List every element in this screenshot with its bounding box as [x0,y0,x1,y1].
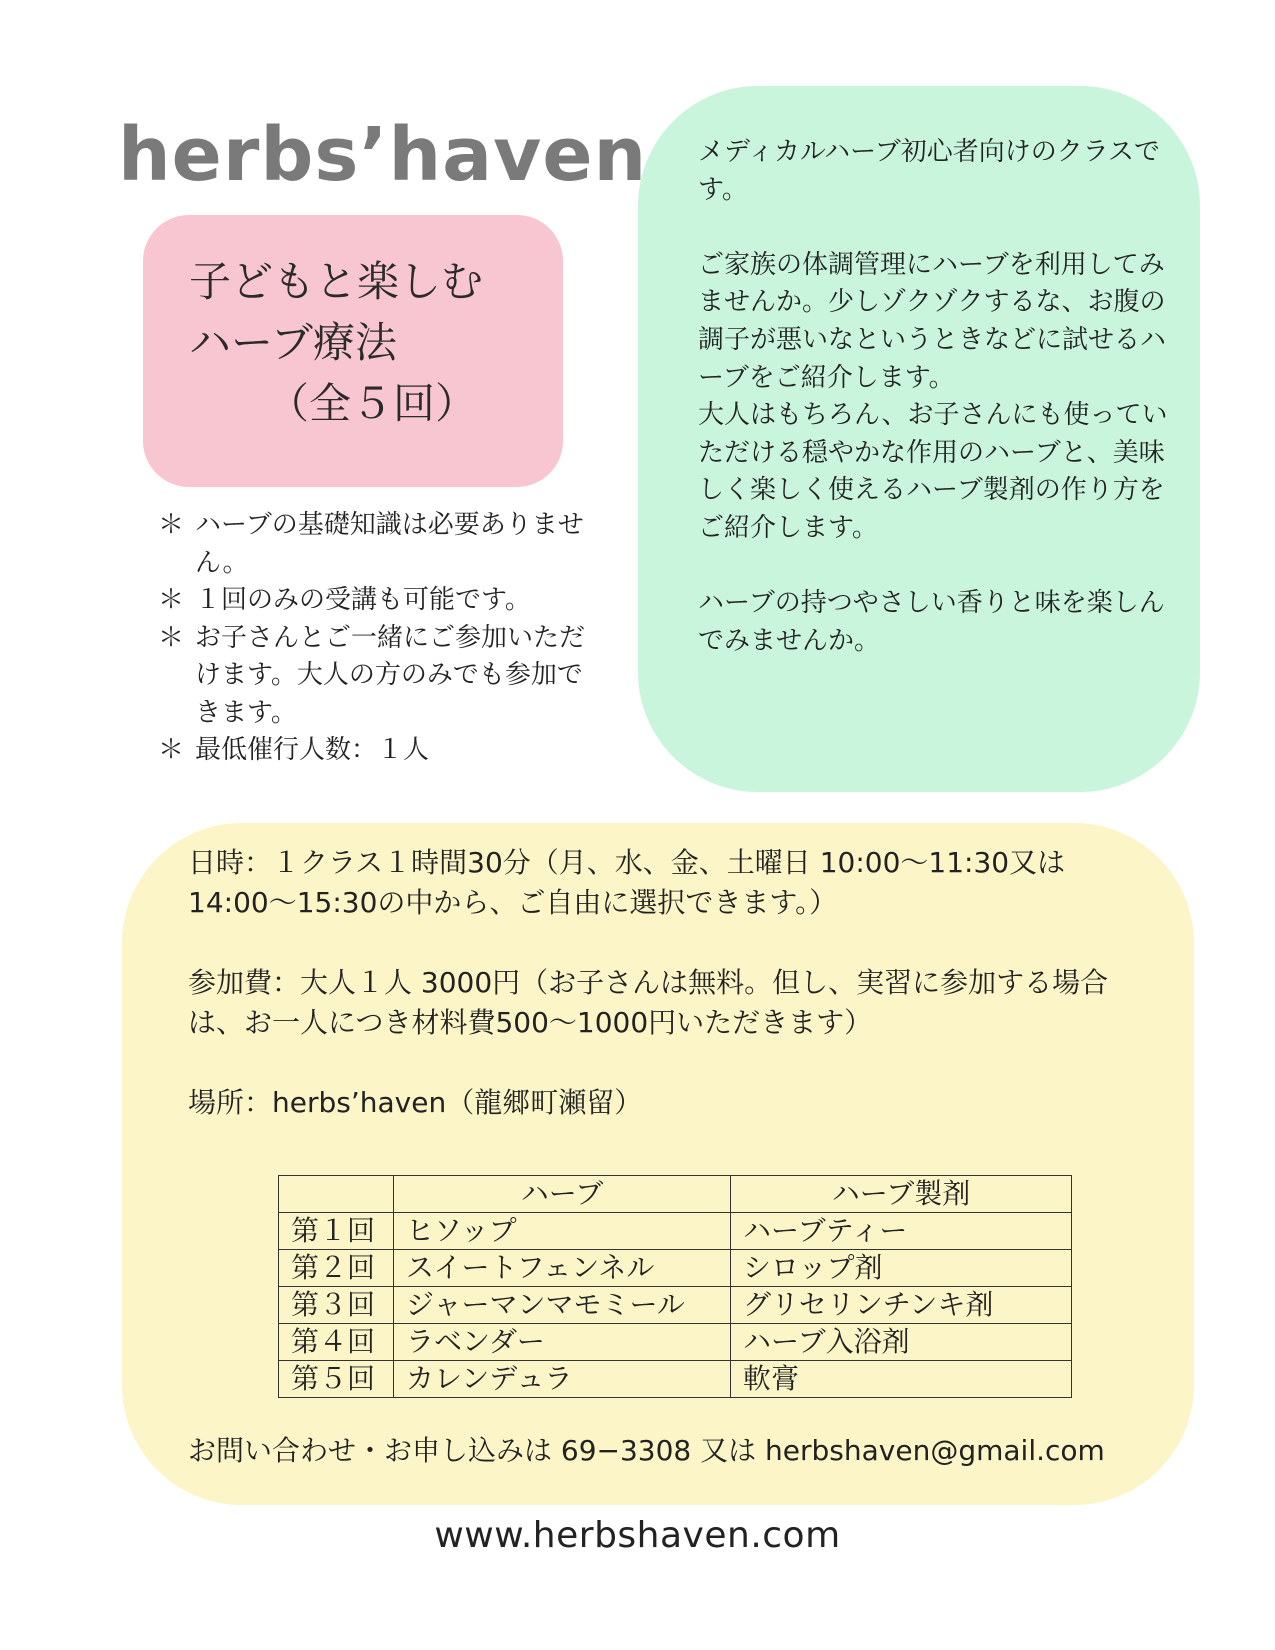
course-title-box [143,215,563,487]
info-place: 場所：herbs’haven（龍郷町瀬留） [188,1086,643,1119]
info-datetime: 日時：１クラス１時間30分（月、水、金、土曜日 10:00〜11:30又は14:00〜15:30の中から、ご自由に選択できます。） [188,846,1066,919]
course-note-text: ハーブの基礎知識は必要ありません。 [195,510,584,578]
herb-cell: スイートフェンネル [394,1250,731,1287]
description-paragraph-intro: メディカルハーブ初心者向けのクラスです。 [698,137,1161,205]
preparation-cell: ハーブティー [731,1213,1072,1250]
table-row [279,1287,1072,1324]
paragraph-spacer [188,1043,1164,1083]
course-note-item [158,732,598,770]
course-notes-list [158,507,598,770]
table-row [279,1361,1072,1398]
course-note-text: お子さんとご一緒にご参加いただけます。大人の方のみでも参加できます。 [195,622,586,728]
brand-logo: herbs’haven [118,112,648,198]
asterisk-bullet-icon: ＊ [158,510,185,540]
preparation-cell: シロップ剤 [731,1250,1072,1287]
schedule-header-row [279,1176,1072,1213]
schedule-header-herb: ハーブ [394,1176,731,1213]
asterisk-bullet-icon: ＊ [158,585,185,615]
schedule-header-session [279,1176,394,1213]
course-title-line-3: （全５回） [267,379,478,428]
info-fee: 参加費：大人１人 3000円（お子さんは無料。但し、実習に参加する場合は、お一人につき材料費500〜1000円いただきます） [188,966,1109,1039]
course-note-item [158,620,598,733]
table-row [279,1213,1072,1250]
table-row [279,1324,1072,1361]
course-note-text: 最低催行人数：１人 [195,735,430,765]
herb-cell: カレンデュラ [394,1361,731,1398]
course-note-item [158,507,598,582]
paragraph-spacer [188,923,1164,963]
description-paragraph-family: ご家族の体調管理にハーブを利用してみませんか。少しゾクゾクするな、お腹の調子が悪いなというときなどに試せるハーブをご紹介します。 [698,249,1167,393]
table-row [279,1250,1072,1287]
asterisk-bullet-icon: ＊ [158,622,185,653]
course-note-text: １回のみの受講も可能です。 [195,585,531,615]
session-cell: 第５回 [279,1361,394,1398]
schedule-table [278,1175,1072,1398]
herb-cell: ヒソップ [394,1213,731,1250]
session-cell: 第１回 [279,1213,394,1250]
description-paragraph-closing: ハーブの持つやさしい香りと味を楽しんでみませんか。 [698,588,1165,656]
preparation-cell: 軟膏 [731,1361,1072,1398]
preparation-cell: グリセリンチンキ剤 [731,1287,1072,1324]
course-note-item [158,582,598,620]
info-contact: お問い合わせ・お申し込みは 69−3308 又は herbshaven@gmail.com [188,1434,1105,1467]
course-title-line-1: 子どもと楽しむ [189,257,484,306]
session-cell: 第３回 [279,1287,394,1324]
schedule-header-preparation: ハーブ製剤 [731,1176,1072,1213]
herb-cell: ラベンダー [394,1324,731,1361]
course-info-box [122,823,1194,1505]
preparation-cell: ハーブ入浴剤 [731,1324,1072,1361]
session-cell: 第２回 [279,1250,394,1287]
herb-cell: ジャーマンマモミール [394,1287,731,1324]
course-description-box [638,86,1200,792]
asterisk-bullet-icon: ＊ [158,735,185,765]
course-title-line-2: ハーブ療法 [189,318,397,367]
session-cell: 第４回 [279,1324,394,1361]
paragraph-spacer [698,209,1180,247]
website-url: www.herbshaven.com [434,1515,841,1556]
description-paragraph-herbs: 大人はもちろん、お子さんにも使っていただける穏やかな作用のハーブと、美味しく楽しく使えるハーブ製剤の作り方をご紹介します。 [698,400,1168,543]
paragraph-spacer [698,548,1180,586]
